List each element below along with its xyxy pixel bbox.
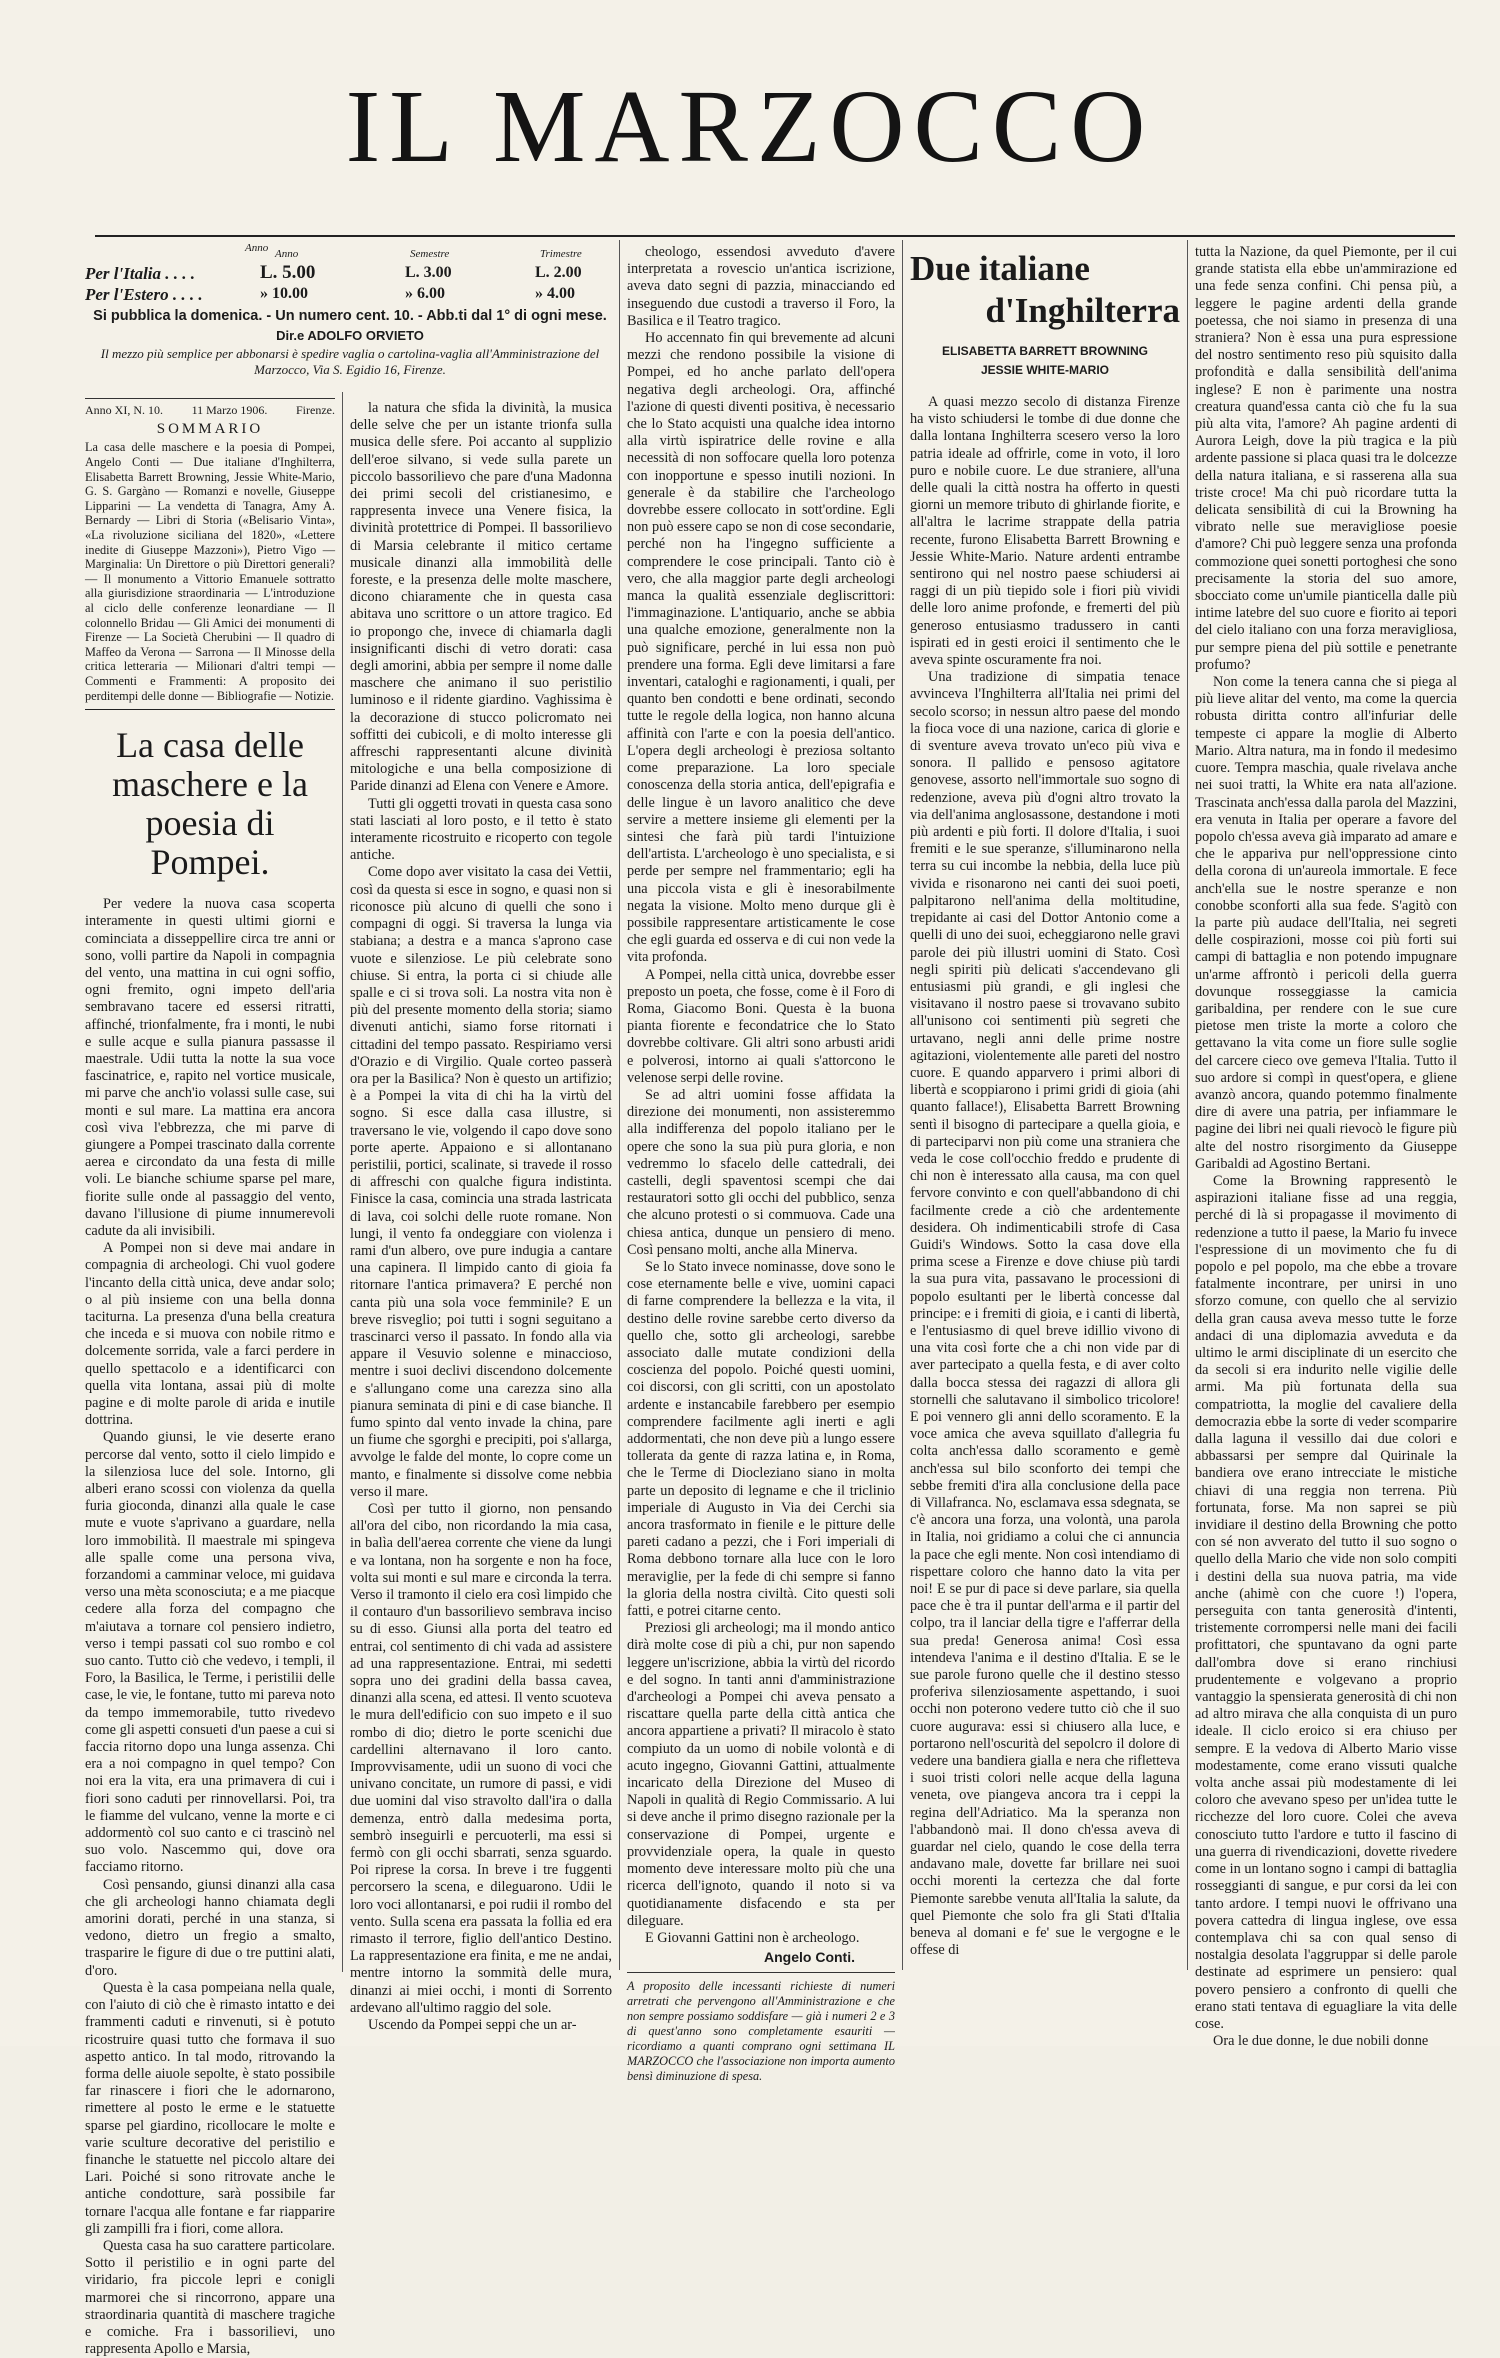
paragraph: Per vedere la nuova casa scoperta interamente in questi ultimi giorni e cominciata a disseppellire circa tre anni or sono, volli partire da Napoli in compagnia del vento, una mattina in cui ogni soffio, ogni fremito, ogni impeto dell'aria sembravano tacere ed essersi ritratti, affinché, trionfalmente, fra i monti, le nubi e sulle acque e sulla pianura passasse il maestrale. Udii tutta la notte la sua voce fascinatrice, e, rapito nel vortice musicale, mi parve che anch'io volassi sulle case, sui monti e sul mare. La mattina era ancora così viva l'ebbrezza, che mi parve di giungere a Pompei trascinato dalla corrente aerea e circondato da una festa di mille voli. Le bianche schiume sparse pel mare, fiorite sulle onde al passaggio del vento, davano l'illusione di piume innumerevoli cadute da ali invisibili. (85, 896, 335, 1239)
paragraph: Se ad altri uomini fosse affidata la direzione dei monumenti, non assisteremmo alla indifferenza del popolo italiano per le opere che sono la sua più pura gloria, e non vedremmo lo sfacelo delle cattedrali, dei castelli, degli spaventosi scempi che dai restauratori sotto gli occhi del pubblico, senza che alcuno protesti o si commuova. Cade una chiesa antica, dunque un pensiero di meno. Così pensano molti, anche alla Minerva. (627, 1086, 895, 1258)
sommario-title: SOMMARIO (156, 421, 264, 438)
paragraph: Tutti gli oggetti trovati in questa casa sono stati lasciati al loro posto, e il tetto è stato interamente ricostruito e ricoperto con tegole antiche. (350, 795, 612, 864)
article-title: La casa delle maschere e la poesia di Pompei. (112, 725, 308, 883)
paragraph: Una tradizione di simpatia tenace avvinceva l'Inghilterra all'Italia nei primi del secolo scorso; in nessun altro paese del mondo la fioca voce di una nazione, carica di glorie e di sventure aveva trovato un'eco più viva e sonora. Il pallido e pensoso agitatore genovese, assorto nell'immortale suo sogno di redenzione, aveva più d'ogni altro trovato la via dell'anima anglosassone, destandone i moti più ardenti e più forti. Il dolore d'Italia, i suoi fremiti e le sue speranze, s'illuminarono nella terra su cui incombe la nebbia, della luce più vivida e risonarono nei canti dei suoi poeti, palpitarono nell'anima della moltitudine, trepidante ai casi del Dottor Antonio come a quelli di uno dei suoi, echeggiarono nelle gravi parole dei più illustri uomini di Stato. Così negli spiriti più delicati s'accendevano gli entusiasmi più grandi, e gli inglesi che visitavano il nostro paese si trovavano subito all'unisono coi sentimenti più segreti che urtavano, negli anni delle prime nostre agitazioni, violentemente alle pareti del nostro cuore. E quando apparvero i primi albori di libertà e scoppiarono i primi gridi di gioia (ahi quanto fallace!), Elisabetta Barrett Browning sentì il bisogno di partecipare a quella gioia, e di parteciparvi non più come una straniera che veda le cose coll'occhio freddo e prudente di chi non è interessato alla causa, ma con quel fervore convinto e con quell'abbandono di chi facilmente crede a ciò che ardentemente desidera. Oh indimenticabili strofe di Casa Guidi's Windows. Sotto la casa dove ella prima scese a Firenze e dove chiuse più tardi la sua pura vita, passavano le processioni di popolo esultanti per le libertà concesse dal principe: e i fremiti di gioia, e i canti di libertà, e l'entusiasmo di quel breve idillio vivono di una vita così forte che a chi non vide par di aver partecipato a quella festa, e di aver colto dalla bocca stessa dei ragazzi di allora gli stornelli che salutavano il simbolico tricolore! E poi vennero gli anni dello scoramento. E la voce amica che aveva squillato d'allegria fu colta anch'essa dallo scoramento e gemè anch'essa sul bilo sconforto dei tempi che sebbe fremiti d'ira alla conclusione della pace di Villafranca. No, esclamava essa sdegnata, se c'è ancora una forza, una volontà, una parola in Italia, noi gridiamo a colui che ci annuncia la pace che egli mente. Non così intendiamo di rispettare coloro che hanno dato la vita per noi! E se pur di pace si deve parlare, sia quella pace che è tra il puntar dell'arma e il partir del colpo, tra il lanciar della tigre e l'afferrar della sua preda! Generosa anima! Così essa intendeva l'anima e il destino d'Italia. E se le sue parole furono quelle che il destino stesso proferiva silenziosamente aspettando, i suoi occhi non poterono vedere tutto ciò che il suo cuore augurava: essi si chiusero alla luce, e portarono nell'oscurità del sepolcro il dolore di vedere una bandiera gialla e nera che rifletteva i suoi tristi colori nelle acque della laguna veneta, ove piangeva ancora tra i ceppi la regina dell'Adriatico. Ma la speranza non l'abbandonò mai. Il dono ch'essa aveva di guardar nel cielo, quando le cose della terra andavano male, dovette far brillare nei suoi occhi morenti la certezza che dal forte Piemonte sarebbe venuta all'Italia la salute, da quel Piemonte che solo fra gli Stati d'Italia beneva al domani e fe' sue le vergogne e le offese di (910, 669, 1180, 1959)
paragraph: A Pompei, nella città unica, dovrebbe esser preposto un poeta, che fosse, come è il Foro di Roma, Giacomo Boni. Questa è la buona pianta fiorente e fecondatrice che lo Stato dovrebbe coltivare. Gli altri sono arbusti aridi e polverosi, intorno ai quali s'attorcono le velenose serpi delle rovine. (627, 966, 895, 1086)
italia-label: Per l'Italia . . . . (85, 264, 196, 283)
paragraph: Quando giunsi, le vie deserte erano percorse dal vento, sotto il cielo limpido e la silenziosa luce del sole. Intorno, gli alberi erano scossi con violenza da quella furia gioconda, dinanzi alla quale le case mute e vuote s'aprivano a guardare, nella loro immobilità. Il maestrale mi spingeva alle spalle come una persona viva, forzandomi a camminar veloce, mi guidava verso una mèta sconosciuta; e a me piacque cedere alla forza del compagno che m'aiutava a tornare col pensiero indietro, verso i tempi passati col suo rombo e col suo canto. Tutto ciò che vedevo, i templi, il Foro, la Basilica, le Terme, i peristilii delle case, le vie, le fontane, tutto mi pareva noto da tempo immemorabile, tutto rivedevo come gli aspetti consueti d'un paese a cui si faccia ritorno dopo una lunga assenza. Chi era a noi compagno in quel tempo? Con noi era la vita, era una primavera di cui i fiori sono caduti per rinnovellarsi. Poi, tra le fiamme del vulcano, venne la morte e ci addormentò col suo canto e ci trascinò nel suo volo. Nascemmo qui, dove ora facciamo ritorno. (85, 1429, 335, 1876)
paragraph: Come dopo aver visitato la casa dei Vettii, così da questa si esce in sogno, e quasi non si riconosce più alcuno di quelli che sono i compagni di oggi. Si traversa la lunga via stabiana; a destra e a manca s'aprono case vuote e silenziose. Le più celebrate sono chiuse. Si entra, la porta ci si chiude alle spalle e ci si trova soli. La nostra vita non è più del presente momento della storia; siamo divenuti antichi, siamo forse ritornati i cittadini del tempo passato. Respiriamo versi d'Orazio e di Virgilio. Quale corteo passerà ora per la Basilica? Non è questo un artifizio; è a Pompei la vita di chi ha la virtù del sogno. Si esce dalla casa illustre, si traversano le vie, volgendo il capo dove sono porte aperte. Appaiono e si allontanano peristilii, portici, scalinate, si travede il rosso di affreschi con qualche figura indistinta. Finisce la casa, comincia una strada lastricata di lava, coi solchi delle ruote romane. Non lungi, il vento fa ondeggiare con violenza i rami d'un albero, ove pure indugia a cantare una capinera. Il limpido canto di gioia fa ritornare l'antica primavera? E perché non canta più una sola voce femminile? E un breve risveglio; poi tutti i sogni seguitano a trascinarci verso il passato. In fondo alla via appare il Vesuvio solenne e minaccioso, mentre i suoi declivi discendono dolcemente e s'allungano come una carezza sino alla pianura seminata di pini e di case bianche. Il fumo spinto dal vento invade la china, pare un fiume che sgorghi e precipiti, poi s'allarga, avvolge le falde del monte, lo copre come un manto, e finalmente si dissolve come nebbia verso il mare. (350, 864, 612, 1500)
paragraph: la natura che sfida la divinità, la musica delle selve che per un istante trionfa sulla musica delle sfere. Poi accanto al supplizio dell'eroe silvano, si vede sulla parete un piccolo bassorilievo che pare d'una Madonna dei primi secoli del cristianesimo, e rappresenta invece una Venere fisica, la divinità protettrice di Pompei. Il bassorilievo di Marsia celebrante il mitico certame musicale dinanzi alla immobilità delle foreste, e la presenza delle molte maschere, dicono chiaramente che in questa casa abitava uno scrittore o un attore tragico. Ed io propongo che, invece di chiamarla dagli insignificanti dischi di vetro dorati: casa degli amorini, abbia per sempre il nome dalle maschere che animano il suo peristilio luminoso e il ridente giardino. Vaghissima è la decorazione di stucco policromato nei soffitti dei cubicoli, e di molto interesse gli affreschi rappresentanti alcune divinità mitologiche e una bella composizione di Paride dinanzi ad Elena con Venere e Amore. (350, 400, 612, 795)
subject-white-mario: JESSIE WHITE-MARIO (980, 363, 1109, 377)
article-signature: Angelo Conti. (764, 1949, 855, 1966)
subscription-block (85, 248, 615, 378)
paragraph: Uscendo da Pompei seppi che un ar- (368, 2017, 577, 2034)
issue-line (85, 398, 335, 419)
estero-semestre: » 6.00 (405, 285, 445, 302)
notice-box: A proposito delle incessanti richieste di numeri arretrati che pervengono all'Amministrazione e che non sempre possiamo soddisfare — già i numeri 2 e 3 di quest'anno sono completamente esauriti — ricordiamo a quanti comprano ogni settimana IL MARZOCCO che l'associazione non importa aumento bensì diminuzione di spesa. (627, 1972, 895, 2084)
paragraph: tutta la Nazione, da quel Piemonte, per il cui grande statista ella ebbe un'ammirazione ed una fede senza confini. Chi pensa più, a leggere le pagine ardenti della grande poetessa, che noi siamo in presenza di una straniera? Non è essa una pura espressione del nostro sentimento reso più squisito dalla profondità e dalla sensibilità dell'anima inglese? E non è parimente una nostra creatura quand'essa canta ciò che fu la sua più alta vita, l'amore? Ah pagine ardenti di Aurora Leigh, dove la più tragica e la più ardente passione si placa quasi tra le dolcezze della natura italiana, e si rasserena alla sua triste croce! Ma chi può ricordare tutta la delicata sensibilità di cui la Browning ha vibrato nelle sue meravigliose poesie d'amore? Chi può leggere senza una profonda commozione quei sonetti portoghesi che sono precisamente la storia del suo amore, sbocciato come un'umile pianticella dalle più intime latebre del suo cuore e fiorito ai tepori del cielo italiano con una forza meravigliosa, pur sempre piena del più sottile e penetrante profumo? (1195, 244, 1457, 673)
publication-line: Si pubblica la domenica. - Un numero cent. 10. - Abb.ti dal 1° di ogni mese. (93, 308, 607, 324)
article-body (85, 896, 335, 2358)
director-line: Dir.e ADOLFO ORVIETO (276, 328, 424, 343)
paragraph: Non come la tenera canna che si piega al più lieve alitar del vento, ma come la quercia robusta diritta contro all'infuriar delle tempeste ci appare la moglie di Alberto Mario. Altra natura, ma in fondo il medesimo cuore. Tempra maschia, quale rivelava anche nei suoi tratti, la White era nata all'azione. Trascinata anch'essa dalla parola del Mazzini, era venuta in Italia per operare a favore del popolo ch'essa aveva già imparato ad amare e che le appariva pur nell'oppressione cinto della corona di un'aureola immortale. E fece anch'ella sue le nostre speranze e non conobbe sconforti alla sua fede. S'agitò con la parte più audace dell'Italia, nei segreti delle cospirazioni, mosse coi più forti sui campi di battaglia e non potendo impugnare un'arme affrontò i pericoli della guerra dovunque rosseggiasse la camicia garibaldina, per rendere con le sue cure pietose men triste la morte a coloro che gettavano la vita come un fiore sulle soglie del carcere cieco ove gemeva l'Italia. Tutto il suo ardore si compì in quest'opera, e gliene avanzò ancora, quando potemmo finalmente dire di avere una patria, per infiammare le pagine dei libri nei quali rievocò le figure più alte del nostro risorgimento da Giuseppe Garibaldi ad Agostino Bertani. (1195, 674, 1457, 1172)
paragraph: A Pompei non si deve mai andare in compagnia di archeologi. Chi vuol godere l'incanto della città unica, deve andar solo; o al più insieme con una bella donna taciturna. La presenza d'una bella creatura che inceda e si muova con nobile ritmo e dolcemente sorrida, vale a farci perdere in quello spettacolo e a identificarci con quella vita lontana, assai più di molte pagine e di molte parole di arida e inutile dottrina. (85, 1240, 335, 1429)
column-3 (627, 244, 895, 2084)
header-semestre: Semestre (410, 248, 450, 260)
column-divider (902, 240, 903, 1970)
italia-anno: L. 5.00 (260, 262, 316, 283)
paragraph: Così pensando, giunsi dinanzi alla casa che gli archeologi hanno chiamata degli amorini dorati, perché in una stanza, si vedono, dietro un fregio a smalto, trasparire le figure di due o tre puttini alati, d'oro. (85, 1876, 335, 1979)
issue-city: Firenze. (296, 403, 335, 417)
header-anno: Anno (245, 242, 269, 254)
masthead-rule (95, 235, 1455, 237)
paragraph: Questa è la casa pompeiana nella quale, con l'aiuto di ciò che è rimasto intatto e dei frammenti caduti e rinvenuti, si è potuto ricostruire quasi tutto che formava il suo aspetto antico. In tal modo, ritrovando la forma delle aiuole sepolte, è stato possibile far rinascere i fiori che le adornarono, rimettere al posto le erme e le statuette sparse pel giardino, ricollocare le molte e varie sculture decorative del peristilio e finanche le statuette nel piccolo altare dei Lari. Poiché si sono ritrovate anche le antiche condotture, sarà possibile far tornare l'acqua alle fontane e far riapparire gli zampilli fra i fiori, come allora. (85, 1979, 335, 2237)
payment-note: Il mezzo più semplice per abbonarsi è spedire vaglia o cartolina-vaglia all'Amministrazione del Marzocco, Via S. Egidio 16, Firenze. (100, 346, 600, 377)
paragraph: A quasi mezzo secolo di distanza Firenze ha visto schiudersi le tombe di due donne che dalla lontana Inghilterra scesero verso la loro patria ideale ad offrirle, come in voto, il loro puro e nobile cuore. Le due straniere, all'una delle quali la città nostra ha offerto in questi giorni un memore tributo di ghirlande fiorite, e all'altra le lacrime strappate della patria recente, furono Elisabetta Barrett Browning e Jessie White-Mario. Nature ardenti entrambe sentirono qui nel nostro paese schiudersi ai raggi di un più tiepido sole i fiori più vividi delle loro anime profonde, e fremerti del più generoso entusiasmo tradussero in canti ispirati ed in gesti eroici il sentimento che le aveva spinte oscuramente fra noi. (910, 394, 1180, 669)
italia-trimestre: L. 2.00 (535, 264, 582, 281)
estero-anno: » 10.00 (260, 285, 308, 302)
column-divider (342, 392, 343, 1972)
column-divider (619, 240, 620, 1970)
sommario-text: La casa delle maschere e la poesia di Pompei, Angelo Conti — Due italiane d'Inghilterra, Elisabetta Barrett Browning, Jessie White-Mario, G. S. Gargàno — Romanzi e novelle, Giuseppe Lipparini — La vendetta di Tanagra, Amy A. Bernardy — Libri di Storia («Belisario Vinta», «La rivoluzione siciliana del 1820», «Lettere inedite di Giuseppe Mazzoni»), Pietro Vigo — Marginalia: Un Direttore o più Direttori generali? — Il monumento a Vittorio Emanuele sottratto alla giurisdizione straordinaria — L'introduzione al ciclo delle conferenze leonardiane — Il colonnello Bridau — Gli Amici dei monumenti di Firenze — La Società Cherubini — Il quadro di Maffeo da Verona — Sarrona — Il Minosse della critica letteraria — Milionari d'altri tempi — Commenti e Frammenti: A proposito dei perditempi delle donne — Bibliografie — Notizie. (85, 440, 335, 710)
estero-label: Per l'Estero . . . . (85, 285, 203, 304)
paragraph: Così per tutto il giorno, non pensando all'ora del cibo, non ricordando la mia casa, in balìa dell'aerea corrente che viene da lungi e va lontana, non ha sorgente e non ha foce, volta sui monti e sul mare e circonda la terra. Verso il tramonto il cielo era così limpido che il contauro d'un bassorilievo sembrava inciso su di esso. Giunsi alla porta del teatro ed entrai, col sentimento di chi vada ad assistere ad una rappresentazione. Entrai, mi sedetti sopra uno dei gradini della bassa cavea, dinanzi alla scena, ed attesi. Il vento scuoteva le mura dell'edificio con suo impeto e il suo rombo di dio; dietro le porte scenichi due cardellini alternavano il loro canto. Improvvisamente, udii un suono di voci che univano concitate, un rumore di passi, e vidi due uomini dal viso stravolto dall'ira o dalla demenza, entrò dalla medesima porta, sembrò inseguirli e percuoterli, ma essi si fermò con gli occhi sbarrati, senza sguardo. Poi riprese la corsa. In breve i tre fuggenti percorsero la scena, e dileguarono. Udii le loro voci allontanarsi, e poi rudii il rombo del vento. Sulla scena era passata la follia ed era rimasto il terrore, figlio dell'antico Destino. La rappresentazione era finita, e me ne andai, mentre intorno la sommità delle mura, dinanzi ai miei occhi, i monti di Sorrento ardevano all'ultimo raggio del sole. (350, 1501, 612, 2016)
column-divider (1187, 240, 1188, 1970)
column-5 (1195, 244, 1457, 2050)
header-anno: Anno (275, 248, 299, 260)
issue-date: 11 Marzo 1906. (191, 403, 268, 417)
column-2 (350, 400, 612, 2034)
article2-title (910, 248, 1180, 332)
article2-subjects (910, 342, 1180, 380)
paragraph: Se lo Stato invece nominasse, dove sono le cose eternamente belle e vive, uomini capaci di farne comprendere la bellezza e la vita, il destino delle rovine sarebbe certo diverso da quello che, sotto gli archeologi, sarebbe associato dalle mutate condizioni della coscienza del popolo. Poiché questi uomini, coi discorsi, con gli scritti, con un apostolato ardente e instancabile farebbero per esempio comprendere facilmente agli inerti e agli addormentati, che non deve più a lungo essere tollerata da gente di razza latina e, in Roma, che le Terme di Diocleziano siano in molta parte un deposito di legname e che il triclinio imperiale di Augusto in Via dei Cerchi sia ancora trasformato in fienile e le pitture delle pareti cadano a pezzi, che i Fori imperiali di Roma debbono tornare alla luce con le loro meraviglie, per la fede di chi sempre si fanno la gloria della nostra civiltà. Cito questi soli fatti, e potrei citarne cento. (627, 1258, 895, 1620)
column-1-content (85, 392, 335, 2358)
issue-number: Anno XI, N. 10. (85, 403, 163, 417)
paragraph: Preziosi gli archeologi; ma il mondo antico dirà molte cose di più a chi, pur non sapendo leggere un'iscrizione, abbia la virtù del ricordo e del sogno. In tanti anni d'amministrazione d'archeologi a Pompei chi aveva pensato a riscattare quella parte della città antica che ancora appartiene a privati? Il miracolo è stato compiuto da un uomo di nobile volontà e di acuto ingegno, Giovanni Gattini, attualmente incaricato della Direzione del Museo di Napoli in qualità di Regio Commissario. A lui si deve anche il primo disegno razionale per la conservazione di Pompei, urgente e provvidenziale opera, la quale in questo momento deve interessare molto più che una ricerca dell'ignoto, quando il noto si va quotidianamente disfacendo e sta per dileguare. (627, 1620, 895, 1929)
paragraph: Ora le due donne, le due nobili donne (1213, 2033, 1429, 2050)
header-trimestre: Trimestre (540, 248, 582, 260)
column-4 (910, 248, 1180, 1972)
subject-browning: ELISABETTA BARRETT BROWNING (942, 344, 1148, 358)
paragraph: Come la Browning rappresentò le aspirazioni italiane fisse ad una reggia, perché di là si propagasse il movimento di redenzione a tutto il paese, la Mario fu invece l'espressione di un movimento che fu di popolo e pel popolo, ma che ebbe a trovare fatalmente incontrare, per unirsi in uno sforzo comune, con quello che al servizio della gran causa aveva messo tutte le forze andaci di una diplomazia avveduta e da ultimo le armi disciplinate di un esercito che da secoli si era indurito nelle vigilie delle armi. Ma più fortunata della sua compatriotta, la moglie del cavaliere della democrazia ebbe la sorte di veder scomparire dalla laguna il vessillo dai due colori e abbassarsi per sempre dal Quirinale la bandiera ove erano intrecciate le mistiche chiavi di una reggia non terrena. Più fortunata, forse. Ma non saprei se più invidiare il destino della Browning che potto con sé non avverato del tutto il suo sogno o quello della Mario che vide non solo compiti i destini della sua nuova patria, ma vide anche (ahimè con che cuore !) l'opera, perseguita con tanta generosità d'intenti, tristemente corrompersi nelle mani dei facili profittatori, che spuntavano da ogni parte dall'ombra dove si erano rinchiusi prudentemente e volgevano a proprio vantaggio la spensierata generosità di chi non ad altro mirava che alla conquista di un puro ideale. Il ciclo eroico si era chiuso per sempre. E la vedova di Alberto Mario visse modestamente, come erano vissuti qualche volta anche assai più modestamente di lei coloro che avevano speso per un'idea tutte le ricchezze del loro cuore. Colei che aveva conosciuto tutto l'ardore e tutto il fascino di una guerra di rivendicazioni, dovette rivedere come in un lontano sogno i campi di battaglia rosseggianti di sangue, e pur corsi da lei con tanto ardore. I tempi nuovi le offrivano una povera cattedra di lingua inglese, ove essa contemplava chi sa con qual senso di nostalgia desolata l'aggruppar si delle parole destinate ad esprimere un pensiero: qual povero pensiero a confronto di quelli che erano stati tentava di eguagliare la vita delle cose. (1195, 1172, 1457, 2032)
estero-trimestre: » 4.00 (535, 285, 575, 302)
italia-semestre: L. 3.00 (405, 264, 452, 281)
article2-title-line2: d'Inghilterra (985, 291, 1180, 330)
article2-title-line1: Due italiane (910, 249, 1090, 288)
paragraph: cheologo, essendosi avveduto d'avere interpretata a rovescio un'antica iscrizione, aveva dato segni di pazzia, minacciando ed inseguendo due custodi a traverso il Foro, la Basilica e il Teatro tragico. (627, 244, 895, 329)
paragraph: Ho accennato fin qui brevemente ad alcuni mezzi che rendono possibile la visione di Pompei, ed ho anche parlato dell'opera negativa degli archeologi. Ora, affinché l'azione di questi diventi positiva, è necessario che lo Stato acquisti una qualche idea intorno alla virtù ispiratrice delle rovine e alla necessità di non soffocare quella loro potenza con inopportune e spesso inutili nozioni. In generale è da stabilire che l'archeologo dovrebbe essere collocato in sott'ordine. Egli non può essere capo se non di cose secondarie, perché non ha l'ingegno sufficiente a comprendere le cose principali. Tanto ciò è vero, che alla maggior parte degli archeologi manca la qualità essenziale degliscrittori: l'immaginazione. L'antiquario, anche se abbia una qualche emozione, generalmente non la può significare, perché in lui essa non può prendere una forma. Egli deve limitarsi a fare inventari, cataloghi e ragionamenti, i quali, per quanto ben condotti e bene ordinati, secondo tutte le regole della logica, non hanno alcuna affinità con l'arte e con la poesia dell'antico. L'opera degli archeologi è preziosa soltanto come preparazione. La loro speciale conoscenza della storia antica, dell'epigrafia e delle lingue è un lavoro analitico che deve servire a mettere insieme gli elementi per la sintesi che farà più tardi l'intuizione dell'artista. L'archeologo è uno specialista, e si perde per sempre nel frammentario; egli ha una piccola vista e gli è inesorabilmente negata la visione. Molto meno durque gli è possibile rappresentare artisticamente le cose che egli guarda ed osserva e di cui non vede la vita profonda. (627, 330, 895, 966)
paragraph: Questa casa ha suo carattere particolare. Sotto il peristilio e in ogni parte del viridario, fra piccole lepri e conigli marmorei che si rincorrono, appare una straordinaria quantità di maschere tragiche e comiche. Fra i bassorilievi, uno rappresenta Apollo e Marsia, (85, 2237, 335, 2358)
masthead-title: IL MARZOCCO (345, 69, 1155, 184)
paragraph: E Giovanni Gattini non è archeologo. (645, 1929, 860, 1946)
